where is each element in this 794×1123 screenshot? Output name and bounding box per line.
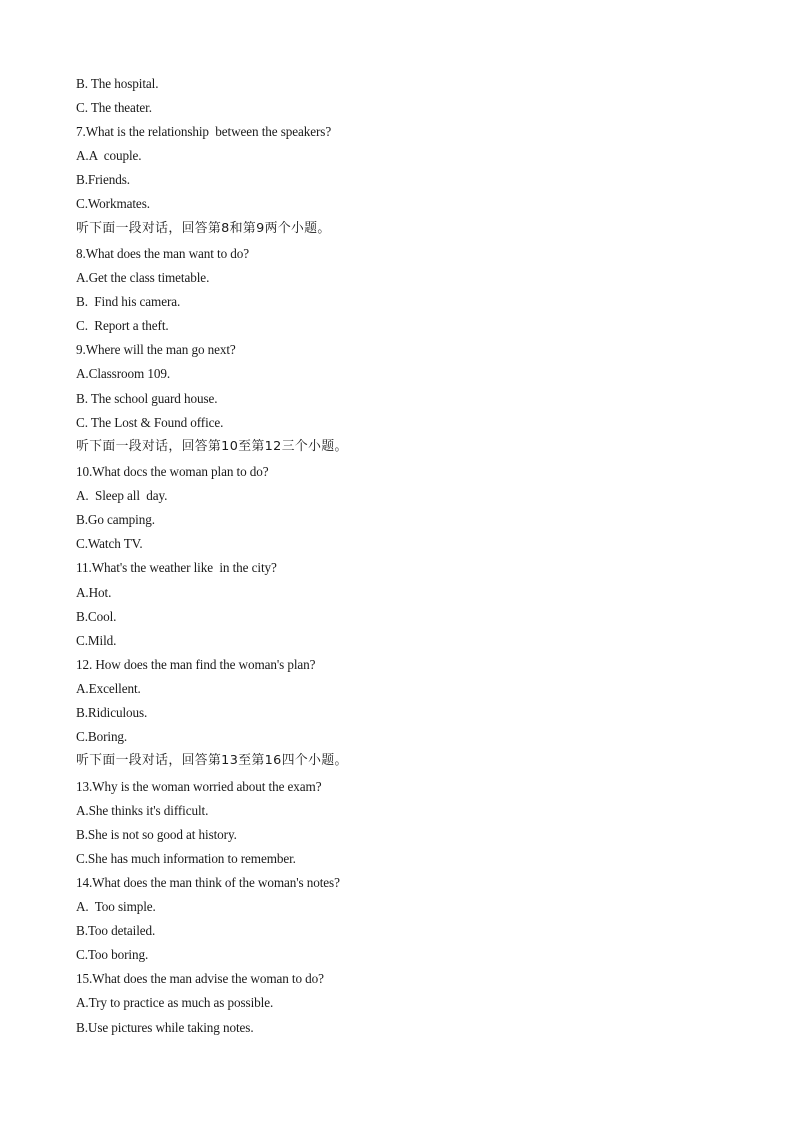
option-line: C.She has much information to remember. [76,850,296,866]
option-line: A. Sleep all day. [76,488,168,504]
option-line: B. The hospital. [76,76,159,91]
option-line: A.Hot. [76,584,112,600]
option-line: B.Ridiculous. [76,705,148,721]
option-line: C.Boring. [76,729,128,745]
option-line: C.Mild. [76,632,117,648]
option-line: B.Cool. [76,608,117,624]
question-line: 11.What's the weather like in the city? [76,560,277,576]
question-line: 10.What docs the woman plan to do? [76,464,269,480]
question-line: 13.Why is the woman worried about the exam? [76,778,322,794]
option-line: C. The theater. [76,100,152,116]
question-line: 8.What does the man want to do? [76,245,250,261]
option-line: B.Too detailed. [76,923,156,939]
option-line: A. Too simple. [76,899,156,915]
question-line: 7.What is the relationship between the speakers? [76,124,332,140]
option-line: A.Try to practice as much as possible. [76,995,274,1011]
instruction-line: 听下面一段对话，回答第10至第12三个小题。 [76,438,348,454]
option-line: C. The Lost & Found office. [76,414,224,430]
option-line: B.Friends. [76,172,130,188]
option-line: C.Watch TV. [76,536,143,552]
option-line: C.Too boring. [76,947,149,963]
instruction-line: 听下面一段对话，回答第13至第16四个小题。 [76,753,348,769]
option-line: A.Get the class timetable. [76,270,210,286]
option-line: A.Excellent. [76,680,141,696]
option-line: B.Use pictures while taking notes. [76,1019,254,1035]
option-line: B. The school guard house. [76,390,218,406]
question-list [76,74,716,1042]
question-line: 14.What does the man think of the woman's notes? [76,874,340,890]
option-line: B.Go camping. [76,512,155,528]
option-line: B. Find his camera. [76,294,181,310]
question-line: 12. How does the man find the woman's plan? [76,656,316,672]
option-line: A.Classroom 109. [76,366,171,382]
option-line: B.She is not so good at history. [76,826,237,842]
option-line: C.Workmates. [76,196,150,212]
option-line: C. Report a theft. [76,318,169,334]
option-line: A.A couple. [76,148,142,164]
question-line: 15.What does the man advise the woman to do? [76,971,324,987]
instruction-line: 听下面一段对话，回答第8和第9两个小题。 [76,220,331,236]
option-line: A.She thinks it's difficult. [76,802,209,818]
question-line: 9.Where will the man go next? [76,342,236,358]
